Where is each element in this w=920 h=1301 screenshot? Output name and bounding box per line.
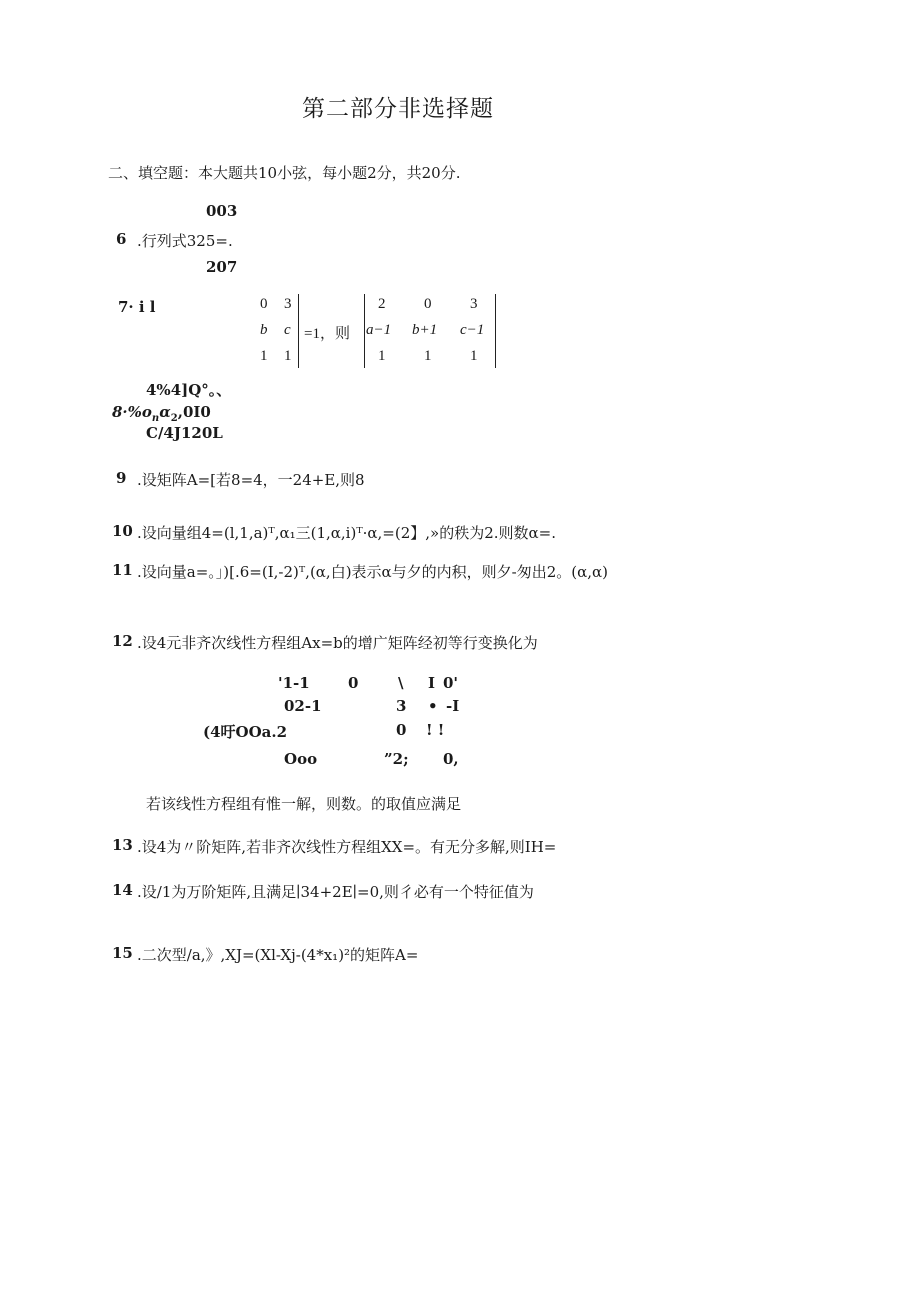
q7-determinant-equation: [254, 292, 504, 372]
q9-number: 9: [116, 469, 127, 487]
q8-line2: C/4J120L: [146, 424, 223, 442]
det-right-cell: c−1: [460, 322, 485, 338]
q12-matrix-cell: Ooo: [284, 750, 318, 768]
det-bar: [298, 294, 299, 368]
q12-after-text: 若该线性方程组有惟一解，则数。的取值应满足: [146, 795, 462, 813]
det-left-cell: b: [260, 322, 268, 338]
det-right-cell: 1: [424, 348, 432, 364]
section-header: 二、填空题：本大题共10小弦，每小题2分，共20分.: [108, 164, 461, 182]
q12-matrix-cell: '1-1: [278, 674, 310, 692]
q14-number: 14: [112, 881, 133, 899]
det-right-cell: 3: [470, 296, 478, 312]
q8-line1-start: 8·%o: [112, 403, 152, 421]
det-equals-text: =1，则: [304, 326, 350, 342]
q12-matrix-cell: 0: [348, 674, 359, 692]
det-left-cell: 1: [284, 348, 292, 364]
q12-matrix-cell: 02-1: [284, 697, 322, 715]
det-left-cell: 1: [260, 348, 268, 364]
q12-matrix-cell: •: [428, 697, 438, 715]
q9-text: .设矩阵A=[若8=4，一24+E,则8: [137, 471, 365, 489]
q12-matrix-cell: ! !: [426, 721, 445, 739]
det-right-cell: 2: [378, 296, 386, 312]
q12-matrix-cell: I: [428, 674, 436, 692]
q15-text: .二次型/a,》,XJ=(Xl-Xj-(4*x₁)²的矩阵A=: [137, 946, 419, 964]
q12-matrix-cell: \: [398, 674, 404, 692]
q8-sub-2: 2: [170, 413, 178, 424]
q8-line1-tail: ,0I0: [177, 403, 211, 421]
q11-number: 11: [112, 561, 133, 579]
q10-text: .设向量组4=(l,1,a)ᵀ,α₁三(1,α,i)ᵀ·α,=(2】,»的秩为2.则数α=.: [137, 524, 556, 542]
q15-number: 15: [112, 944, 133, 962]
q10-number: 10: [112, 522, 133, 540]
q12-matrix-cell: 3: [396, 697, 407, 715]
q12-text: .设4元非齐次线性方程组Ax=b的增广矩阵经初等行变换化为: [137, 634, 538, 652]
q7-label: 7· i l: [118, 298, 156, 316]
det-left-cell: 3: [284, 296, 292, 312]
det-bar: [364, 294, 365, 368]
q13-number: 13: [112, 836, 133, 854]
q12-number: 12: [112, 632, 133, 650]
q12-matrix-cell: (4吁OOa.2: [203, 723, 288, 741]
q8-alpha: α: [159, 403, 171, 421]
det-bar: [495, 294, 496, 368]
q12-matrix-cell: 0,: [443, 750, 459, 768]
det-right-cell: 0: [424, 296, 432, 312]
q12-matrix-cell: 0': [443, 674, 459, 692]
q8-sub-n: n: [151, 413, 160, 424]
q6-text: .行列式325=.: [137, 232, 233, 250]
det-left-cell: c: [284, 322, 291, 338]
q8-line1: [112, 403, 211, 424]
q6-number: 6: [116, 230, 127, 248]
q12-matrix-cell: -I: [446, 697, 460, 715]
q13-text: .设4为〃阶矩阵,若非齐次线性方程组XX=。有无分多解,则IH=: [137, 838, 557, 856]
page-title: 第二部分非选择题: [302, 96, 494, 122]
det-right-cell: 1: [378, 348, 386, 364]
det-right-cell: b+1: [412, 322, 438, 338]
q14-text: .设/1为万阶矩阵,且满足∣34+2E∣=0,则彳必有一个特征值为: [137, 883, 534, 901]
q6-determinant-row1: 003: [206, 202, 238, 220]
det-right-cell: a−1: [366, 322, 392, 338]
q7-tail: 4%4]Q°。、: [146, 381, 232, 399]
q11-text: .设向量a=。」)[.6=(I,-2)ᵀ,(α,白)表示α与夕的内积，则夕-匆出2。(α,α): [137, 563, 609, 581]
q6-determinant-row3: 207: [206, 258, 238, 276]
q12-matrix-cell: ”2;: [384, 750, 409, 768]
det-left-cell: 0: [260, 296, 268, 312]
q12-matrix-cell: 0: [396, 721, 407, 739]
det-right-cell: 1: [470, 348, 478, 364]
